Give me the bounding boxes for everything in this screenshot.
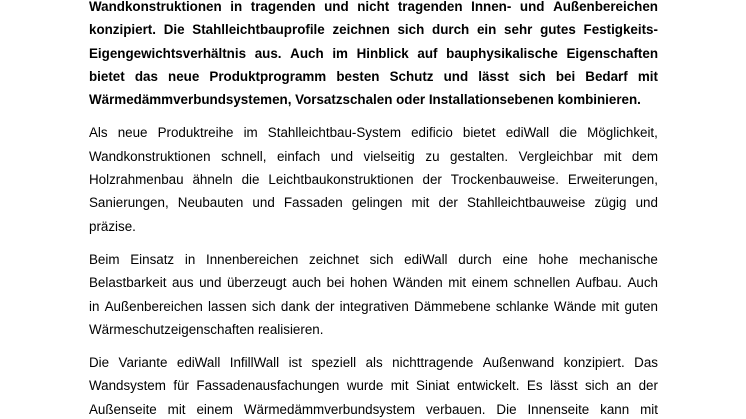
- intro-paragraph: [89, 0, 658, 111]
- text-line: Die Variante ediWall InfillWall ist speziell als nichttragende Außenwand konzipiert. Das: [89, 355, 658, 371]
- text-line: Als neue Produktreihe im Stahlleichtbau-System edificio bietet ediWall die Möglichkeit,: [89, 125, 658, 141]
- paragraph-gap: [89, 238, 658, 248]
- text-line: Belastbarkeit aus und überzeugt auch bei hohen Wänden mit einem schnellen Aufbau. Auch: [89, 275, 658, 291]
- body-paragraph: [89, 351, 658, 419]
- text-line: Wandsystem für Fassadenausfachungen wurde mit Siniat entwickelt. Es lässt sich an der: [89, 378, 658, 394]
- text-line: präzise.: [89, 218, 136, 234]
- text-line: Holzrahmenbau ähneln die Leichtbaukonstruktionen der Trockenbauweise. Erweiterungen,: [89, 172, 658, 188]
- text-line: Wärmeschutzeigenschaften realisieren.: [89, 321, 324, 337]
- paragraph-gap: [89, 341, 658, 351]
- body-paragraph: [89, 121, 658, 237]
- text-line: Eigengewichtsverhältnis aus. Auch im Hinblick auf bauphysikalische Eigenschaften: [89, 45, 658, 61]
- paragraph-gap: [89, 111, 658, 121]
- text-line: Wandkonstruktionen schnell, einfach und vielseitig zu gestalten. Vergleichbar mit dem: [89, 148, 658, 164]
- text-line: Beim Einsatz in Innenbereichen zeichnet sich ediWall durch eine hohe mechanische: [89, 251, 658, 267]
- text-line: Außenseite mit einem Wärmedämmverbundsystem verbauen. Die Innenseite kann mit: [89, 401, 658, 417]
- text-line: Wandkonstruktionen in tragenden und nicht tragenden Innen- und Außenbereichen: [89, 0, 658, 14]
- text-line: Wärmedämmverbundsystemen, Vorsatzschalen oder Installationsebenen kombinieren.: [89, 92, 641, 108]
- text-line: konzipiert. Die Stahlleichtbauprofile zeichnen sich durch ein sehr gutes Festigkeits-: [89, 22, 658, 38]
- document-body: [89, 0, 658, 419]
- text-line: in Außenbereichen lassen sich dank der integrativen Dämmebene schlanke Wände mit guten: [89, 298, 658, 314]
- text-line: bietet das neue Produktprogramm besten Schutz und lässt sich bei Bedarf mit: [89, 68, 658, 84]
- text-line: Sanierungen, Neubauten und Fassaden gelingen mit der Stahlleichtbauweise zügig und: [89, 195, 658, 211]
- body-paragraph: [89, 248, 658, 341]
